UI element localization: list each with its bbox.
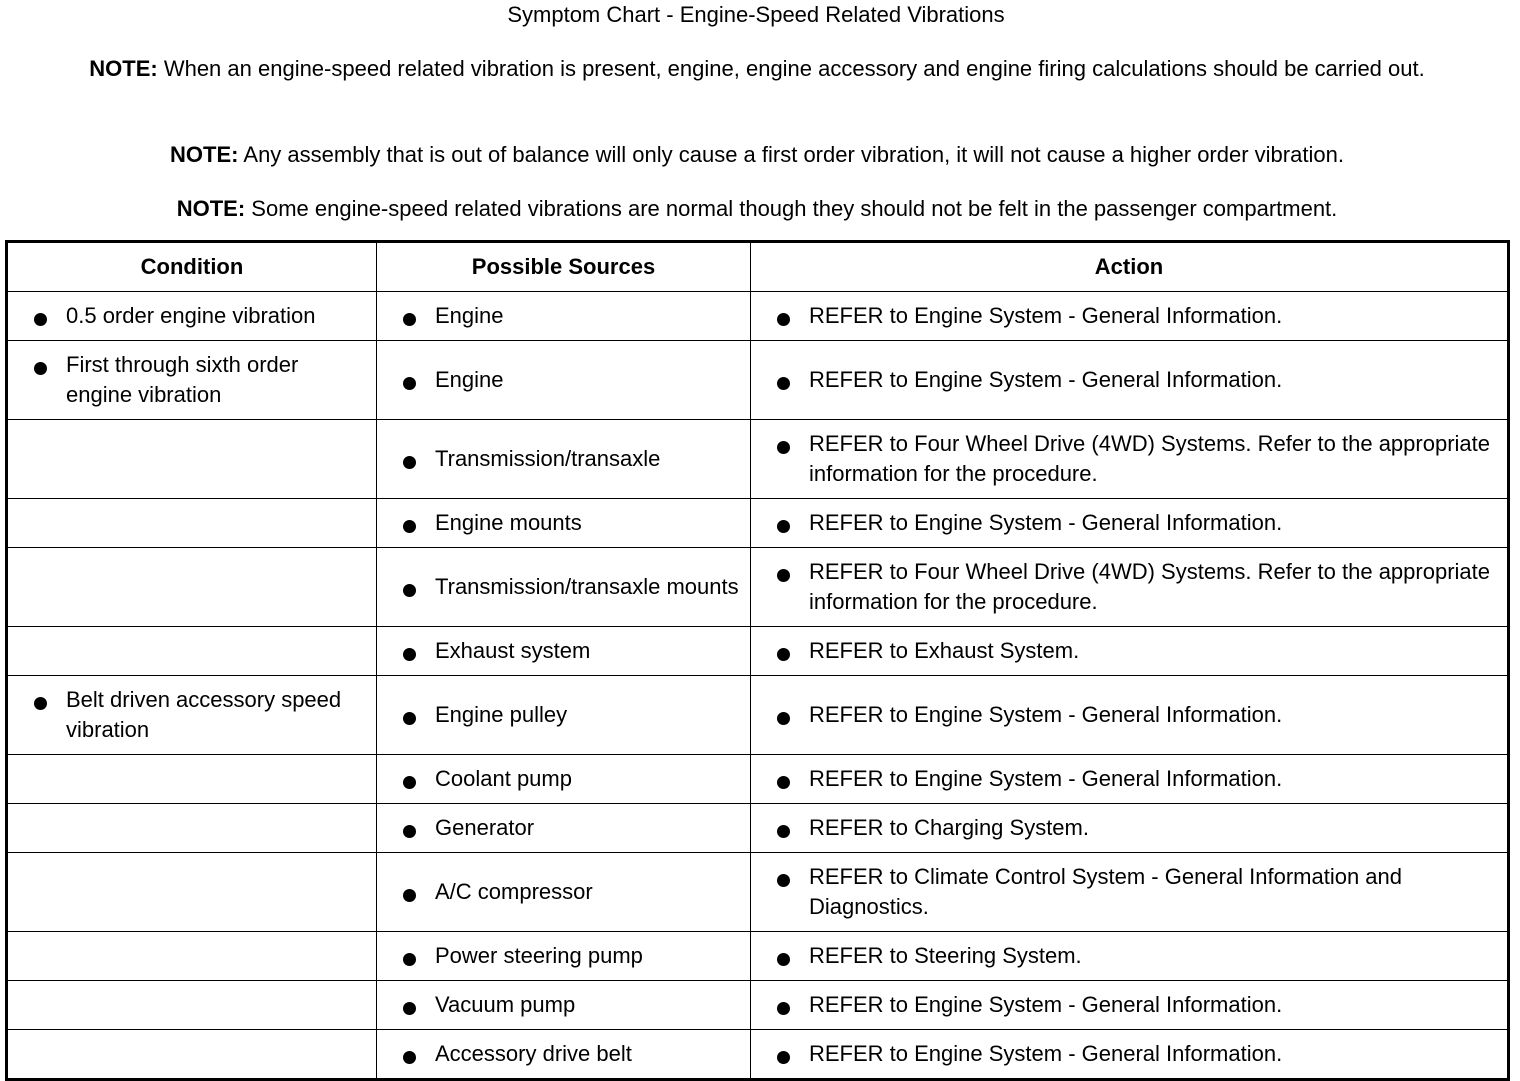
bullet-icon bbox=[403, 776, 416, 789]
note-label: NOTE: bbox=[176, 196, 246, 221]
header-action: Action bbox=[751, 242, 1509, 292]
action-text: REFER to Engine System - General Information. bbox=[809, 1041, 1283, 1066]
bullet-icon bbox=[403, 1002, 416, 1015]
action-text: REFER to Engine System - General Information. bbox=[809, 510, 1283, 535]
table-row bbox=[7, 420, 1509, 499]
bullet-icon bbox=[403, 953, 416, 966]
action-text: REFER to Engine System - General Information. bbox=[809, 303, 1283, 328]
source-text: Exhaust system bbox=[435, 638, 591, 663]
action-cell bbox=[751, 292, 1509, 341]
action-text: REFER to Four Wheel Drive (4WD) Systems. Refer to the appropriate information for the procedure. bbox=[809, 431, 1490, 486]
source-text: Transmission/transaxle mounts bbox=[435, 574, 739, 599]
bullet-icon bbox=[403, 889, 416, 902]
action-cell bbox=[751, 548, 1509, 627]
action-cell bbox=[751, 932, 1509, 981]
bullet-icon bbox=[777, 313, 790, 326]
table-body bbox=[7, 292, 1509, 1080]
action-cell bbox=[751, 676, 1509, 755]
bullet-icon bbox=[777, 520, 790, 533]
source-cell bbox=[377, 1030, 751, 1080]
table-row bbox=[7, 981, 1509, 1030]
condition-text: Belt driven accessory speed vibration bbox=[66, 687, 342, 742]
bullet-icon bbox=[403, 648, 416, 661]
bullet-icon bbox=[403, 712, 416, 725]
source-text: A/C compressor bbox=[435, 879, 593, 904]
symptom-table bbox=[5, 240, 1510, 1081]
source-text: Transmission/transaxle bbox=[435, 446, 661, 471]
source-cell bbox=[377, 420, 751, 499]
table-row bbox=[7, 1030, 1509, 1080]
header-possible-sources: Possible Sources bbox=[377, 242, 751, 292]
bullet-icon bbox=[777, 874, 790, 887]
action-cell bbox=[751, 804, 1509, 853]
bullet-icon bbox=[777, 1002, 790, 1015]
condition-cell bbox=[7, 499, 377, 548]
condition-cell bbox=[7, 676, 377, 755]
source-cell bbox=[377, 292, 751, 341]
table-row bbox=[7, 755, 1509, 804]
table-row bbox=[7, 627, 1509, 676]
condition-cell bbox=[7, 292, 377, 341]
action-text: REFER to Steering System. bbox=[809, 943, 1082, 968]
condition-cell bbox=[7, 853, 377, 932]
action-text: REFER to Engine System - General Information. bbox=[809, 992, 1283, 1017]
source-cell bbox=[377, 548, 751, 627]
bullet-icon bbox=[34, 362, 47, 375]
source-cell bbox=[377, 627, 751, 676]
table-row bbox=[7, 499, 1509, 548]
source-text: Generator bbox=[435, 815, 535, 840]
bullet-icon bbox=[403, 520, 416, 533]
table-row bbox=[7, 804, 1509, 853]
action-text: REFER to Charging System. bbox=[809, 815, 1089, 840]
action-cell bbox=[751, 341, 1509, 420]
bullet-icon bbox=[777, 377, 790, 390]
bullet-icon bbox=[403, 1051, 416, 1064]
bullet-icon bbox=[403, 313, 416, 326]
table-row bbox=[7, 548, 1509, 627]
action-cell bbox=[751, 499, 1509, 548]
table-row bbox=[7, 676, 1509, 755]
source-cell bbox=[377, 853, 751, 932]
bullet-icon bbox=[777, 441, 790, 454]
condition-text: First through sixth order engine vibration bbox=[66, 352, 299, 407]
bullet-icon bbox=[777, 825, 790, 838]
bullet-icon bbox=[34, 697, 47, 710]
source-text: Engine bbox=[435, 303, 504, 328]
action-cell bbox=[751, 1030, 1509, 1080]
action-text: REFER to Four Wheel Drive (4WD) Systems. Refer to the appropriate information for the procedure. bbox=[809, 559, 1490, 614]
source-text: Accessory drive belt bbox=[435, 1041, 632, 1066]
condition-cell bbox=[7, 1030, 377, 1080]
action-cell bbox=[751, 420, 1509, 499]
bullet-icon bbox=[777, 776, 790, 789]
condition-cell bbox=[7, 341, 377, 420]
table-row bbox=[7, 853, 1509, 932]
page-title: Symptom Chart - Engine-Speed Related Vibrations bbox=[507, 2, 1005, 27]
bullet-icon bbox=[403, 825, 416, 838]
bullet-icon bbox=[403, 377, 416, 390]
source-cell bbox=[377, 499, 751, 548]
action-text: REFER to Exhaust System. bbox=[809, 638, 1080, 663]
source-text: Power steering pump bbox=[435, 943, 643, 968]
condition-text: 0.5 order engine vibration bbox=[66, 303, 316, 328]
source-text: Coolant pump bbox=[435, 766, 572, 791]
bullet-icon bbox=[34, 313, 47, 326]
source-text: Engine pulley bbox=[435, 702, 568, 727]
condition-cell bbox=[7, 981, 377, 1030]
source-text: Vacuum pump bbox=[435, 992, 576, 1017]
action-text: REFER to Engine System - General Information. bbox=[809, 702, 1283, 727]
action-cell bbox=[751, 853, 1509, 932]
action-cell bbox=[751, 981, 1509, 1030]
action-text: REFER to Engine System - General Information. bbox=[809, 766, 1283, 791]
action-cell bbox=[751, 755, 1509, 804]
bullet-icon bbox=[777, 712, 790, 725]
source-cell bbox=[377, 932, 751, 981]
source-cell bbox=[377, 755, 751, 804]
action-text: REFER to Engine System - General Information. bbox=[809, 367, 1283, 392]
source-cell bbox=[377, 981, 751, 1030]
condition-cell bbox=[7, 804, 377, 853]
condition-cell bbox=[7, 420, 377, 499]
condition-cell bbox=[7, 755, 377, 804]
table-row bbox=[7, 932, 1509, 981]
header-condition: Condition bbox=[7, 242, 377, 292]
bullet-icon bbox=[403, 584, 416, 597]
condition-cell bbox=[7, 932, 377, 981]
bullet-icon bbox=[777, 569, 790, 582]
source-text: Engine mounts bbox=[435, 510, 582, 535]
condition-cell bbox=[7, 548, 377, 627]
source-cell bbox=[377, 341, 751, 420]
note-label: NOTE: bbox=[89, 56, 158, 81]
note-2 bbox=[14, 140, 1500, 170]
source-cell bbox=[377, 804, 751, 853]
source-text: Engine bbox=[435, 367, 504, 392]
action-text: REFER to Climate Control System - General Information and Diagnostics. bbox=[809, 864, 1403, 919]
note-label: NOTE: bbox=[170, 142, 239, 167]
note-1 bbox=[14, 54, 1500, 84]
table-row bbox=[7, 292, 1509, 341]
source-cell bbox=[377, 676, 751, 755]
bullet-icon bbox=[777, 1051, 790, 1064]
note-text: Any assembly that is out of balance will only cause a first order vibration, it will not cause a higher order vibration. bbox=[238, 142, 1344, 167]
condition-cell bbox=[7, 627, 377, 676]
note-3 bbox=[14, 194, 1500, 224]
table-header-row bbox=[7, 242, 1509, 292]
bullet-icon bbox=[777, 953, 790, 966]
note-text: Some engine-speed related vibrations are normal though they should not be felt in the passenger compartment. bbox=[245, 196, 1338, 221]
bullet-icon bbox=[777, 648, 790, 661]
table-row bbox=[7, 341, 1509, 420]
action-cell bbox=[751, 627, 1509, 676]
note-text: When an engine-speed related vibration is present, engine, engine accessory and engine firing calculations should be carried out. bbox=[157, 56, 1425, 81]
bullet-icon bbox=[403, 456, 416, 469]
